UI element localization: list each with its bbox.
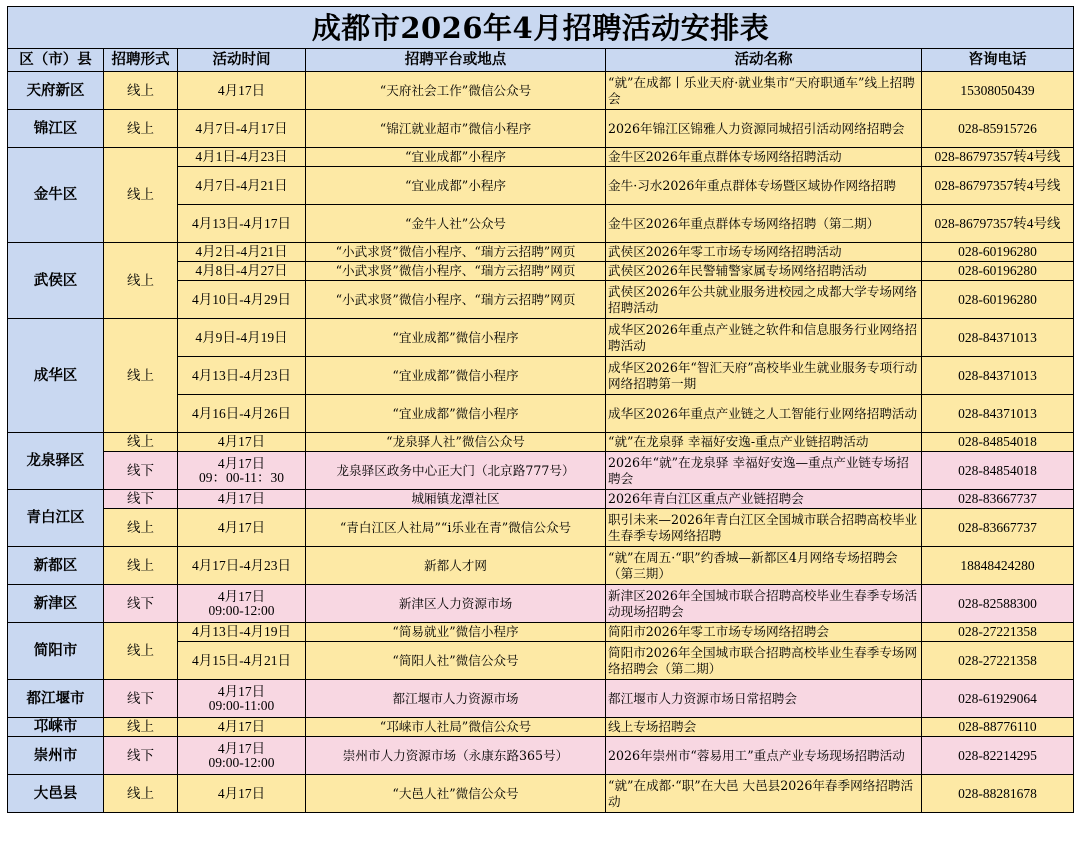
district-cell: 武侯区: [8, 243, 104, 319]
phone-cell: 028-86797357转4号线: [922, 205, 1074, 243]
date-cell: 4月13日-4月17日: [178, 205, 306, 243]
page-title: 成都市2026年4月招聘活动安排表: [8, 7, 1074, 49]
date-cell: 4月17日: [178, 490, 306, 509]
platform-cell: “简阳人社”微信公众号: [306, 642, 606, 680]
event-name-cell: 武侯区2026年零工市场专场网络招聘活动: [606, 243, 922, 262]
platform-cell: 城厢镇龙潭社区: [306, 490, 606, 509]
table-row: [8, 110, 1074, 148]
event-name-cell: “就”在周五·“职”约香城—新都区4月网络专场招聘会（第三期）: [606, 547, 922, 585]
date-text: 4月17日: [217, 683, 266, 699]
platform-cell: “小武求贤”微信小程序、“瑞方云招聘”网页: [306, 262, 606, 281]
district-cell: 新都区: [8, 547, 104, 585]
date-cell: 4月7日-4月17日: [178, 110, 306, 148]
table-row: [8, 680, 1074, 718]
platform-cell: “宜业成都”小程序: [306, 148, 606, 167]
district-cell: 大邑县: [8, 775, 104, 813]
time-text: 09：00-11：30: [199, 469, 284, 485]
event-name-cell: 成华区2026年重点产业链之人工智能行业网络招聘活动: [606, 395, 922, 433]
date-cell: 4月9日-4月19日: [178, 319, 306, 357]
platform-cell: “青白江区人社局”“i乐业在青”微信公众号: [306, 509, 606, 547]
platform-cell: “天府社会工作”微信公众号: [306, 72, 606, 110]
mode-cell: 线上: [104, 110, 178, 148]
phone-cell: 028-83667737: [922, 490, 1074, 509]
event-name-cell: 金牛·习水2026年重点群体专场暨区域协作网络招聘: [606, 167, 922, 205]
district-cell: 简阳市: [8, 623, 104, 680]
event-name-cell: 新津区2026年全国城市联合招聘高校毕业生春季专场活动现场招聘会: [606, 585, 922, 623]
table-row: [8, 148, 1074, 167]
mode-cell: 线下: [104, 680, 178, 718]
mode-cell: 线上: [104, 319, 178, 433]
event-name-cell: 2026年崇州市“蓉易用工”重点产业专场现场招聘活动: [606, 737, 922, 775]
event-name-cell: 职引未来—2026年青白江区全国城市联合招聘高校毕业生春季专场网络招聘: [606, 509, 922, 547]
date-cell: 4月13日-4月23日: [178, 357, 306, 395]
phone-cell: 028-88776110: [922, 718, 1074, 737]
date-cell: 4月17日: [178, 433, 306, 452]
date-cell: [178, 585, 306, 623]
phone-cell: 15308050439: [922, 72, 1074, 110]
date-cell: 4月17日-4月23日: [178, 547, 306, 585]
platform-cell: 都江堰市人力资源市场: [306, 680, 606, 718]
district-cell: 邛崃市: [8, 718, 104, 737]
phone-cell: 028-60196280: [922, 243, 1074, 262]
date-cell: [178, 737, 306, 775]
event-name-cell: “就”在成都·“职”在大邑 大邑县2026年春季网络招聘活动: [606, 775, 922, 813]
table-row: [8, 452, 1074, 490]
date-cell: 4月8日-4月27日: [178, 262, 306, 281]
time-text: 09:00-11:00: [208, 697, 275, 713]
date-cell: 4月17日: [178, 509, 306, 547]
phone-cell: 028-83667737: [922, 509, 1074, 547]
header-mode: 招聘形式: [104, 49, 178, 72]
platform-cell: “小武求贤”微信小程序、“瑞方云招聘”网页: [306, 243, 606, 262]
district-cell: 锦江区: [8, 110, 104, 148]
phone-cell: 028-61929064: [922, 680, 1074, 718]
platform-cell: “小武求贤”微信小程序、“瑞方云招聘”网页: [306, 281, 606, 319]
phone-cell: 028-27221358: [922, 623, 1074, 642]
platform-cell: “简易就业”微信小程序: [306, 623, 606, 642]
event-name-cell: 成华区2026年“智汇天府”高校毕业生就业服务专项行动网络招聘第一期: [606, 357, 922, 395]
table-row: [8, 547, 1074, 585]
mode-cell: 线下: [104, 490, 178, 509]
date-cell: 4月1日-4月23日: [178, 148, 306, 167]
mode-cell: 线下: [104, 452, 178, 490]
header-platform: 招聘平台或地点: [306, 49, 606, 72]
phone-cell: 028-88281678: [922, 775, 1074, 813]
mode-cell: 线上: [104, 623, 178, 680]
event-name-cell: 简阳市2026年全国城市联合招聘高校毕业生春季专场网络招聘会（第二期）: [606, 642, 922, 680]
mode-cell: 线上: [104, 433, 178, 452]
table-row: [8, 623, 1074, 642]
event-name-cell: 武侯区2026年公共就业服务进校园之成都大学专场网络招聘活动: [606, 281, 922, 319]
table-row: [8, 737, 1074, 775]
event-name-cell: 金牛区2026年重点群体专场网络招聘活动: [606, 148, 922, 167]
platform-cell: “锦江就业超市”微信小程序: [306, 110, 606, 148]
district-cell: 新津区: [8, 585, 104, 623]
district-cell: 金牛区: [8, 148, 104, 243]
mode-cell: 线上: [104, 775, 178, 813]
event-name-cell: 2026年“就”在龙泉驿 幸福好安逸—重点产业链专场招聘会: [606, 452, 922, 490]
phone-cell: 028-82588300: [922, 585, 1074, 623]
phone-cell: 18848424280: [922, 547, 1074, 585]
platform-cell: “龙泉驿人社”微信公众号: [306, 433, 606, 452]
platform-cell: 新津区人力资源市场: [306, 585, 606, 623]
date-cell: 4月7日-4月21日: [178, 167, 306, 205]
date-text: 4月17日: [217, 455, 266, 471]
event-name-cell: 线上专场招聘会: [606, 718, 922, 737]
district-cell: 天府新区: [8, 72, 104, 110]
mode-cell: 线上: [104, 509, 178, 547]
date-cell: 4月13日-4月19日: [178, 623, 306, 642]
platform-cell: 新都人才网: [306, 547, 606, 585]
platform-cell: “金牛人社”公众号: [306, 205, 606, 243]
phone-cell: 028-82214295: [922, 737, 1074, 775]
phone-cell: 028-85915726: [922, 110, 1074, 148]
mode-cell: 线下: [104, 737, 178, 775]
header-district: 区（市）县: [8, 49, 104, 72]
header-event-name: 活动名称: [606, 49, 922, 72]
phone-cell: 028-27221358: [922, 642, 1074, 680]
phone-cell: 028-86797357转4号线: [922, 167, 1074, 205]
date-text: 4月17日: [217, 740, 266, 756]
phone-cell: 028-84371013: [922, 357, 1074, 395]
phone-cell: 028-84854018: [922, 433, 1074, 452]
district-cell: 都江堰市: [8, 680, 104, 718]
phone-cell: 028-84854018: [922, 452, 1074, 490]
date-cell: 4月16日-4月26日: [178, 395, 306, 433]
date-cell: [178, 680, 306, 718]
event-name-cell: 金牛区2026年重点群体专场网络招聘（第二期）: [606, 205, 922, 243]
table-row: [8, 775, 1074, 813]
district-cell: 青白江区: [8, 490, 104, 547]
event-name-cell: 成华区2026年重点产业链之软件和信息服务行业网络招聘活动: [606, 319, 922, 357]
phone-cell: 028-60196280: [922, 262, 1074, 281]
recruitment-schedule-table: [7, 6, 1074, 813]
phone-cell: 028-60196280: [922, 281, 1074, 319]
event-name-cell: 2026年青白江区重点产业链招聘会: [606, 490, 922, 509]
district-cell: 崇州市: [8, 737, 104, 775]
mode-cell: 线上: [104, 243, 178, 319]
time-text: 09:00-12:00: [208, 602, 275, 618]
header-date: 活动时间: [178, 49, 306, 72]
mode-cell: 线上: [104, 72, 178, 110]
district-cell: 成华区: [8, 319, 104, 433]
event-name-cell: 都江堰市人力资源市场日常招聘会: [606, 680, 922, 718]
date-cell: 4月17日: [178, 718, 306, 737]
phone-cell: 028-84371013: [922, 395, 1074, 433]
table-row: [8, 585, 1074, 623]
phone-cell: 028-84371013: [922, 319, 1074, 357]
table-row: [8, 319, 1074, 357]
table-row: [8, 718, 1074, 737]
platform-cell: 龙泉驿区政务中心正大门（北京路777号）: [306, 452, 606, 490]
header-phone: 咨询电话: [922, 49, 1074, 72]
platform-cell: “宜业成都”微信小程序: [306, 357, 606, 395]
date-cell: [178, 452, 306, 490]
date-cell: 4月15日-4月21日: [178, 642, 306, 680]
platform-cell: “宜业成都”小程序: [306, 167, 606, 205]
date-cell: 4月17日: [178, 72, 306, 110]
platform-cell: “邛崃市人社局”微信公众号: [306, 718, 606, 737]
event-name-cell: “就”在龙泉驿 幸福好安逸-重点产业链招聘活动: [606, 433, 922, 452]
district-cell: 龙泉驿区: [8, 433, 104, 490]
date-text: 4月17日: [217, 588, 266, 604]
event-name-cell: 简阳市2026年零工市场专场网络招聘会: [606, 623, 922, 642]
platform-cell: 崇州市人力资源市场（永康东路365号）: [306, 737, 606, 775]
platform-cell: “宜业成都”微信小程序: [306, 395, 606, 433]
mode-cell: 线上: [104, 547, 178, 585]
phone-cell: 028-86797357转4号线: [922, 148, 1074, 167]
table-row: [8, 433, 1074, 452]
mode-cell: 线上: [104, 718, 178, 737]
mode-cell: 线上: [104, 148, 178, 243]
platform-cell: “宜业成都”微信小程序: [306, 319, 606, 357]
platform-cell: “大邑人社”微信公众号: [306, 775, 606, 813]
event-name-cell: 武侯区2026年民警辅警家属专场网络招聘活动: [606, 262, 922, 281]
event-name-cell: “就”在成都丨乐业天府·就业集市“天府职通车”线上招聘会: [606, 72, 922, 110]
table-row: [8, 243, 1074, 262]
table-row: [8, 490, 1074, 509]
date-cell: 4月17日: [178, 775, 306, 813]
mode-cell: 线下: [104, 585, 178, 623]
table-row: [8, 509, 1074, 547]
date-cell: 4月10日-4月29日: [178, 281, 306, 319]
date-cell: 4月2日-4月21日: [178, 243, 306, 262]
event-name-cell: 2026年锦江区锦雅人力资源同城招引活动网络招聘会: [606, 110, 922, 148]
time-text: 09:00-12:00: [208, 754, 275, 770]
table-row: [8, 72, 1074, 110]
